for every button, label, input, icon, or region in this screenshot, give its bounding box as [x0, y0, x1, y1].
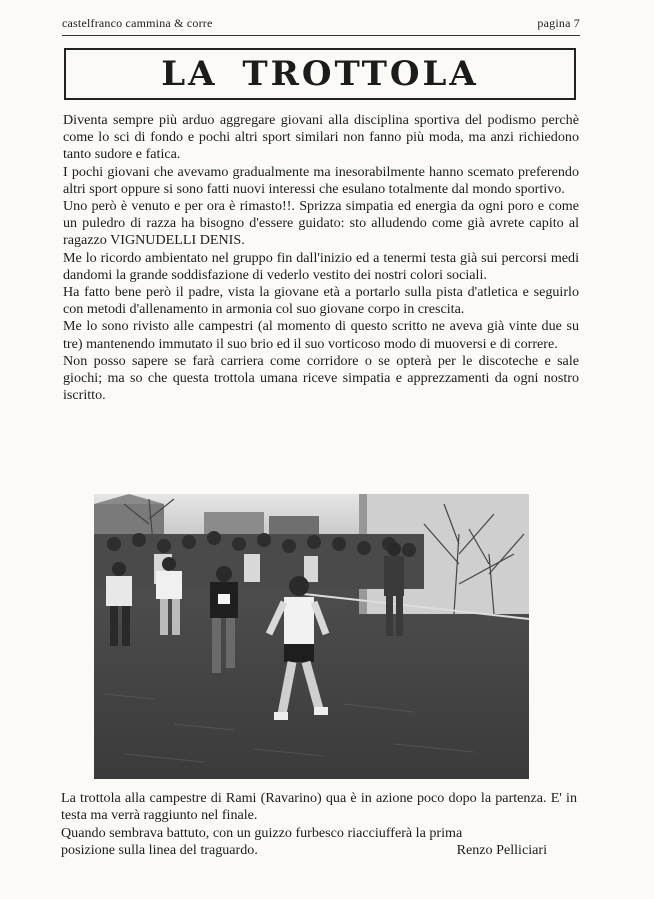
caption-last-line	[61, 842, 577, 859]
title-box	[64, 48, 576, 100]
author-signature: Renzo Pelliciari	[456, 841, 547, 858]
paragraph: Non posso sapere se farà carriera come corridore o se opterà per le discoteche e sale giochi; ma so che questa trottola umana riceve simpatia e apprezzamenti da ogni nostro iscritto.	[63, 352, 579, 404]
caption-line: Quando sembrava battuto, con un guizzo furbesco riacciufferà la prima	[61, 824, 463, 841]
article-body	[63, 112, 579, 404]
paragraph: Ha fatto bene però il padre, vista la giovane età a portarlo sulla pista d'atletica e seguirlo con metodi d'allenamento in armonia col suo giovane corpo in crescita.	[63, 284, 579, 318]
paragraph: Me lo sono rivisto alle campestri (al momento di questo scritto ne aveva già vinte due su tre) mantenendo immutato il suo brio ed il suo vorticoso modo di muoversi e di correre.	[63, 318, 579, 352]
race-photo-illustration	[94, 494, 529, 779]
publication-name: castelfranco cammina & corre	[62, 16, 213, 30]
caption-line: La trottola alla campestre di Rami (Ravarino) qua è in azione poco dopo la partenza. E' in testa ma verrà raggiunto nel finale.	[61, 790, 577, 824]
running-header	[62, 16, 580, 31]
header-rule	[62, 35, 580, 36]
paragraph: Uno però è venuto e per ora è rimasto!!. Sprizza simpatia ed energia da ogni poro e come un puledro di razza ha bisogno d'essere guidato: sto alludendo come già avrete capito al ragazzo VIGNUDELLI DENIS.	[63, 198, 579, 249]
race-photo	[94, 494, 529, 779]
paragraph: Diventa sempre più arduo aggregare giovani alla disciplina sportiva del podismo perchè come lo sci di fondo e pochi altri sport similari non fanno più moda, ma anzi richiedono tanto sudore e fatica.	[63, 112, 579, 163]
article-title: LA TROTTOLA	[161, 54, 479, 94]
page-number: pagina 7	[537, 16, 580, 30]
photo-caption	[61, 790, 577, 859]
caption-line: posizione sulla linea del traguardo.	[61, 841, 258, 858]
paragraph: I pochi giovani che avevamo gradualmente ma inesorabilmente hanno scemato preferendo altri sport oppure si sono fatti nuovi interessi che esulano totalmente dal mondo sportivo.	[63, 163, 579, 197]
paragraph: Me lo ricordo ambientato nel gruppo fin dall'inizio ed a tenermi testa già sui percorsi medi dandomi la grande soddisfazione di vederlo vestito dei nostri colori sociali.	[63, 249, 579, 283]
